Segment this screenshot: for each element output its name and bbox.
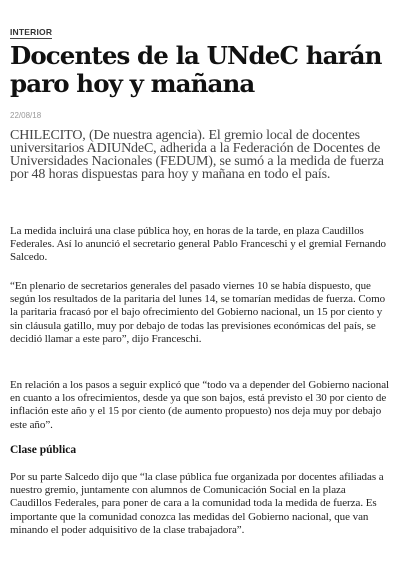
subheading: Clase pública <box>10 444 77 456</box>
section-tag[interactable]: INTERIOR <box>10 27 53 37</box>
body-paragraph: Por su parte Salcedo dijo que “la clase pública fue organizada por docentes afiliadas a nuestro gremio, juntamente con alumnos de Comunicación Social en la plaza Caudillos Federales, para poner de cara a la comunidad toda la medida de fuerza. Es importante que la comunidad conozca las medidas del Gobierno nacional, que van minando el poder adquisitivo de la clase trabajadora”. <box>10 471 384 536</box>
article-headline: Docentes de la UNdeC harán paro hoy y mañana <box>10 41 382 98</box>
body-paragraph: “En plenario de secretarios generales del pasado viernes 10 se había dispuesto, que según los resultados de la paritaria del lunes 14, se tomarían medidas de fuerza. Como la paritaria fracasó por el bajo ofrecimiento del Gobierno nacional, un 15 por ciento y sin cláusula gatillo, muy por debajo de todas las previsiones económicas del país, se decidió llamar a este paro”, dijo Franceschi. <box>10 280 386 345</box>
body-paragraph: La medida incluirá una clase pública hoy, en horas de la tarde, en plaza Caudillos Federales. Así lo anunció el secretario general Pablo Franceschi y el gremial Fernando Salcedo. <box>10 225 386 264</box>
article-lead: CHILECITO, (De nuestra agencia). El gremio local de docentes universitarios ADIUNdeC, adherida a la Federación de Docentes de Universidades Nacionales (FEDUM), se sumó a la medida de fuerza por 48 horas dispuestas para hoy y mañana en todo el país. <box>10 128 384 182</box>
body-paragraph: En relación a los pasos a seguir explicó que “todo va a depender del Gobierno nacional en cuanto a los ofrecimientos, desde ya que son bajos, está previsto el 30 por ciento de inflación este año y el 15 por ciento (de aumento propuesto) nos deja muy por debajo este año”. <box>10 379 390 431</box>
publish-date: 22/08/18 <box>10 111 42 120</box>
